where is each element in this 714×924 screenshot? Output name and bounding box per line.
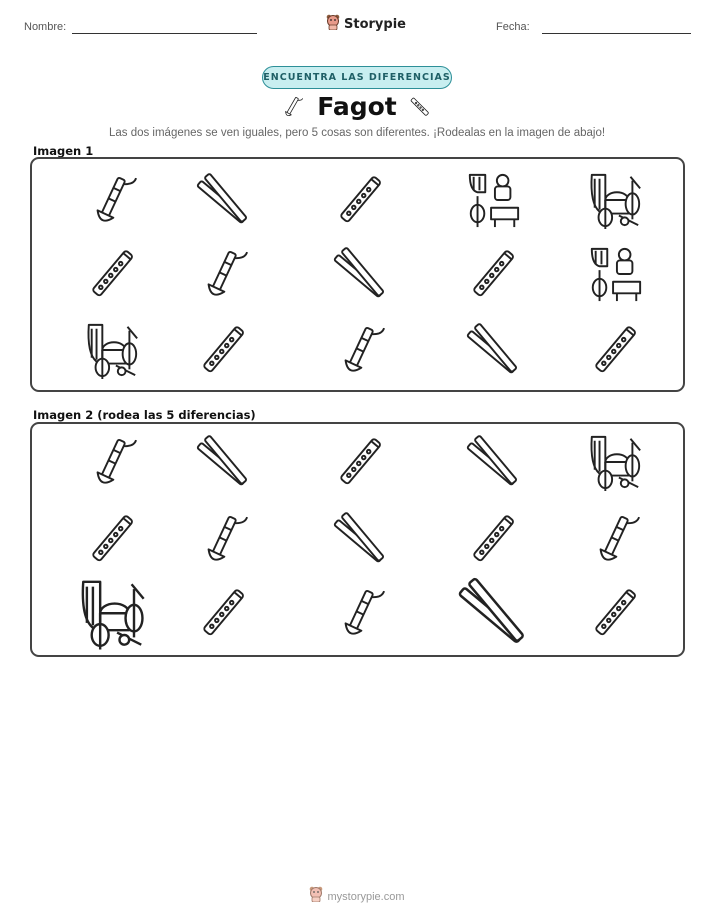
music-instruments-icon xyxy=(586,245,644,303)
date-line[interactable] xyxy=(542,33,691,34)
crossed-bassoons-icon[interactable] xyxy=(464,433,522,491)
bear-logo-icon xyxy=(309,886,323,907)
bassoon-icon[interactable] xyxy=(586,510,644,568)
brand-name: Storypie xyxy=(344,17,406,32)
bassoon-icon[interactable] xyxy=(83,433,141,491)
name-line[interactable] xyxy=(72,33,257,34)
bassoon-icon xyxy=(83,171,141,229)
date-label: Fecha: xyxy=(496,21,530,33)
bassoon-icon[interactable] xyxy=(194,510,252,568)
recorder-icon[interactable] xyxy=(331,433,389,491)
activity-badge: ENCUENTRA LAS DIFERENCIAS xyxy=(262,66,452,89)
bassoon-icon xyxy=(331,321,389,379)
name-label: Nombre: xyxy=(24,21,67,33)
orchestra-icon[interactable] xyxy=(76,577,149,650)
recorder-icon xyxy=(83,245,141,303)
instructions: Las dos imágenes se ven iguales, pero 5 cosas son diferentes. ¡Rodealas en la imagen de abajo! xyxy=(108,127,606,139)
image1-label: Imagen 1 xyxy=(33,144,94,158)
recorder-icon xyxy=(194,321,252,379)
orchestra-icon xyxy=(83,321,141,379)
footer xyxy=(0,886,714,907)
recorder-icon[interactable] xyxy=(586,584,644,642)
bassoon-icon xyxy=(194,245,252,303)
crossed-bassoons-icon xyxy=(194,171,252,229)
recorder-icon xyxy=(331,171,389,229)
recorder-icon[interactable] xyxy=(464,510,522,568)
recorder-icon xyxy=(586,321,644,379)
bassoon-icon[interactable] xyxy=(331,584,389,642)
crossed-bassoons-icon[interactable] xyxy=(194,433,252,491)
brand-logo xyxy=(326,14,406,35)
crossed-bassoons-icon[interactable] xyxy=(455,575,530,650)
footer-url: mystorypie.com xyxy=(327,890,405,903)
recorder-icon xyxy=(408,92,432,122)
crossed-bassoons-icon xyxy=(464,321,522,379)
image2-label: Imagen 2 (rodea las 5 diferencias) xyxy=(33,408,256,422)
recorder-icon[interactable] xyxy=(194,584,252,642)
bear-logo-icon xyxy=(326,14,340,35)
orchestra-icon xyxy=(586,171,644,229)
page-title: Fagot xyxy=(317,92,397,121)
music-instruments-icon xyxy=(464,171,522,229)
crossed-bassoons-icon xyxy=(331,245,389,303)
recorder-icon[interactable] xyxy=(83,510,141,568)
recorder-icon xyxy=(464,245,522,303)
orchestra-icon[interactable] xyxy=(586,433,644,491)
crossed-bassoons-icon[interactable] xyxy=(331,510,389,568)
